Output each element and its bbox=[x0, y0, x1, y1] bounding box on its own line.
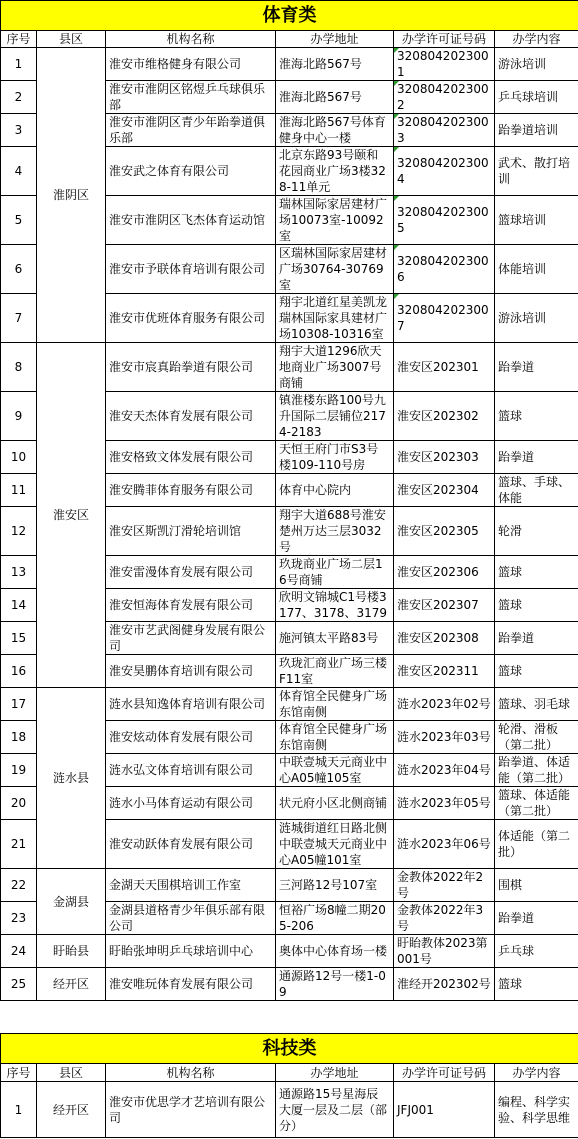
license-no-cell: 涟水2023年06号 bbox=[394, 820, 495, 869]
column-header-org-name: 机构名称 bbox=[106, 31, 276, 48]
license-no-cell: 淮安区202303 bbox=[394, 441, 495, 474]
license-no-cell: 3208042023004 bbox=[394, 147, 495, 196]
seq-cell: 17 bbox=[1, 688, 37, 721]
license-no-cell: JFJ001 bbox=[394, 1082, 495, 1138]
content-cell: 篮球 bbox=[495, 589, 578, 622]
content-cell: 篮球 bbox=[495, 968, 578, 1001]
seq-cell: 20 bbox=[1, 787, 37, 820]
seq-cell: 9 bbox=[1, 392, 37, 441]
org-name-cell: 淮安武之体育有限公司 bbox=[106, 147, 276, 196]
address-cell: 北京东路93号颐和花园商业广场3楼328-11单元 bbox=[276, 147, 394, 196]
content-cell: 围棋 bbox=[495, 869, 578, 902]
content-cell: 体适能（第二批） bbox=[495, 820, 578, 869]
seq-cell: 3 bbox=[1, 114, 37, 147]
seq-cell: 2 bbox=[1, 81, 37, 114]
column-header-district: 县区 bbox=[37, 1064, 106, 1082]
district-cell: 经开区 bbox=[37, 968, 106, 1001]
license-no-cell: 淮安区202306 bbox=[394, 556, 495, 589]
address-cell: 玖珑商业广场二层16号商铺 bbox=[276, 556, 394, 589]
seq-cell: 18 bbox=[1, 721, 37, 754]
table-row bbox=[1, 688, 578, 721]
address-cell: 翔宇大道688号淮安楚州万达三层3032号 bbox=[276, 507, 394, 556]
org-name-cell: 淮安格致文体发展有限公司 bbox=[106, 441, 276, 474]
content-cell: 武术、散打培训 bbox=[495, 147, 578, 196]
column-header-address: 办学地址 bbox=[276, 1064, 394, 1082]
seq-cell: 21 bbox=[1, 820, 37, 869]
header-row bbox=[1, 31, 578, 48]
license-no-cell: 涟水2023年05号 bbox=[394, 787, 495, 820]
license-no-cell: 淮安区202308 bbox=[394, 622, 495, 655]
org-name-cell: 淮安恒海体育发展有限公司 bbox=[106, 589, 276, 622]
license-no-cell: 金教体2022年2号 bbox=[394, 869, 495, 902]
section-title: 体育类 bbox=[1, 1, 578, 31]
address-cell: 淮海北路567号体育健身中心一楼 bbox=[276, 114, 394, 147]
content-cell: 轮滑、滑板（第二批） bbox=[495, 721, 578, 754]
address-cell: 三河路12号107室 bbox=[276, 869, 394, 902]
district-cell: 淮阴区 bbox=[37, 48, 106, 343]
seq-cell: 14 bbox=[1, 589, 37, 622]
license-no-cell: 淮安区202302 bbox=[394, 392, 495, 441]
license-no-cell: 3208042023001 bbox=[394, 48, 495, 81]
seq-cell: 1 bbox=[1, 48, 37, 81]
table-row bbox=[1, 968, 578, 1001]
column-header-content: 办学内容 bbox=[495, 31, 578, 48]
district-cell: 涟水县 bbox=[37, 688, 106, 869]
org-name-cell: 淮安市维格健身有限公司 bbox=[106, 48, 276, 81]
district-cell: 淮安区 bbox=[37, 343, 106, 688]
address-cell: 奥体中心体育场一楼 bbox=[276, 935, 394, 968]
content-cell: 篮球 bbox=[495, 392, 578, 441]
address-cell: 通源路12号一楼1-09 bbox=[276, 968, 394, 1001]
content-cell: 编程、科学实验、科学思维 bbox=[495, 1082, 578, 1138]
license-no-cell: 金教体2022年3号 bbox=[394, 902, 495, 935]
org-name-cell: 淮安炫动体育发展有限公司 bbox=[106, 721, 276, 754]
content-cell: 游泳培训 bbox=[495, 48, 578, 81]
column-header-seq: 序号 bbox=[1, 1064, 37, 1082]
content-cell: 跆拳道 bbox=[495, 902, 578, 935]
column-header-license-no: 办学许可证号码 bbox=[394, 31, 495, 48]
org-name-cell: 淮安市淮阴区飞杰体育运动馆 bbox=[106, 196, 276, 245]
address-cell: 天恒王府门市S3号楼109-110号房 bbox=[276, 441, 394, 474]
license-no-cell: 淮安区202305 bbox=[394, 507, 495, 556]
seq-cell: 6 bbox=[1, 245, 37, 294]
address-cell: 体育馆全民健身广场东馆南侧 bbox=[276, 688, 394, 721]
license-no-cell: 3208042023005 bbox=[394, 196, 495, 245]
content-cell: 篮球、羽毛球 bbox=[495, 688, 578, 721]
tech-table bbox=[0, 1033, 578, 1138]
org-name-cell: 盱眙张坤明乒乓球培训中心 bbox=[106, 935, 276, 968]
address-cell: 中联壹城天元商业中心A05幢105室 bbox=[276, 754, 394, 787]
license-no-cell: 淮经开202302号 bbox=[394, 968, 495, 1001]
license-no-cell: 涟水2023年04号 bbox=[394, 754, 495, 787]
license-no-cell: 淮安区202304 bbox=[394, 474, 495, 507]
content-cell: 跆拳道培训 bbox=[495, 114, 578, 147]
column-header-content: 办学内容 bbox=[495, 1064, 578, 1082]
address-cell: 翔宇大道1296欣天地商业广场3007号商铺 bbox=[276, 343, 394, 392]
org-name-cell: 淮安市艺武阁健身发展有限公司 bbox=[106, 622, 276, 655]
content-cell: 篮球、手球、体能 bbox=[495, 474, 578, 507]
content-cell: 跆拳道 bbox=[495, 343, 578, 392]
org-name-cell: 涟水小马体育运动有限公司 bbox=[106, 787, 276, 820]
address-cell: 通源路15号星海辰大厦一层及二层（部分） bbox=[276, 1082, 394, 1138]
district-cell: 经开区 bbox=[37, 1082, 106, 1138]
license-no-cell: 淮安区202301 bbox=[394, 343, 495, 392]
seq-cell: 13 bbox=[1, 556, 37, 589]
header-row bbox=[1, 1064, 578, 1082]
org-name-cell: 淮安动跃体育发展有限公司 bbox=[106, 820, 276, 869]
address-cell: 欣明文锦城C1号楼3177、3178、3179 bbox=[276, 589, 394, 622]
seq-cell: 8 bbox=[1, 343, 37, 392]
address-cell: 涟城街道红日路北侧中联壹城天元商业中心A05幢101室 bbox=[276, 820, 394, 869]
address-cell: 体育中心院内 bbox=[276, 474, 394, 507]
seq-cell: 22 bbox=[1, 869, 37, 902]
address-cell: 玖珑汇商业广场三楼F11室 bbox=[276, 655, 394, 688]
license-no-cell: 盱眙教体2023第001号 bbox=[394, 935, 495, 968]
seq-cell: 25 bbox=[1, 968, 37, 1001]
org-name-cell: 淮安市淮阴区铭煜乒乓球俱乐部 bbox=[106, 81, 276, 114]
license-no-cell: 淮安区202311 bbox=[394, 655, 495, 688]
content-cell: 篮球培训 bbox=[495, 196, 578, 245]
content-cell: 跆拳道 bbox=[495, 441, 578, 474]
address-cell: 淮海北路567号 bbox=[276, 81, 394, 114]
content-cell: 跆拳道、体适能（第二批） bbox=[495, 754, 578, 787]
seq-cell: 15 bbox=[1, 622, 37, 655]
org-name-cell: 淮安区斯凯汀滑轮培训馆 bbox=[106, 507, 276, 556]
seq-cell: 24 bbox=[1, 935, 37, 968]
content-cell: 篮球 bbox=[495, 556, 578, 589]
content-cell: 跆拳道 bbox=[495, 622, 578, 655]
org-name-cell: 金湖天天围棋培训工作室 bbox=[106, 869, 276, 902]
license-no-cell: 涟水2023年03号 bbox=[394, 721, 495, 754]
table-row bbox=[1, 869, 578, 902]
org-name-cell: 涟水弘文体育培训有限公司 bbox=[106, 754, 276, 787]
seq-cell: 1 bbox=[1, 1082, 37, 1138]
column-header-address: 办学地址 bbox=[276, 31, 394, 48]
content-cell: 轮滑 bbox=[495, 507, 578, 556]
license-no-cell: 3208042023007 bbox=[394, 294, 495, 343]
license-no-cell: 3208042023003 bbox=[394, 114, 495, 147]
content-cell: 体能培训 bbox=[495, 245, 578, 294]
seq-cell: 16 bbox=[1, 655, 37, 688]
address-cell: 状元府小区北侧商铺 bbox=[276, 787, 394, 820]
column-header-org-name: 机构名称 bbox=[106, 1064, 276, 1082]
org-name-cell: 淮安市优思学才艺培训有限公司 bbox=[106, 1082, 276, 1138]
address-cell: 施河镇太平路83号 bbox=[276, 622, 394, 655]
content-cell: 篮球 bbox=[495, 655, 578, 688]
table-row bbox=[1, 1082, 578, 1138]
license-no-cell: 3208042023002 bbox=[394, 81, 495, 114]
address-cell: 恒裕广场8幢二期205-206 bbox=[276, 902, 394, 935]
content-cell: 乒乓球培训 bbox=[495, 81, 578, 114]
org-name-cell: 淮安天杰体育发展有限公司 bbox=[106, 392, 276, 441]
org-name-cell: 淮安昊鹏体育培训有限公司 bbox=[106, 655, 276, 688]
section-gap bbox=[0, 1017, 578, 1033]
column-header-district: 县区 bbox=[37, 31, 106, 48]
org-name-cell: 金湖县道格青少年俱乐部有限公司 bbox=[106, 902, 276, 935]
seq-cell: 7 bbox=[1, 294, 37, 343]
address-cell: 瑞林国际家居建材广场10073室-10092室 bbox=[276, 196, 394, 245]
address-cell: 淮海北路567号 bbox=[276, 48, 394, 81]
org-name-cell: 淮安腾菲体育服务有限公司 bbox=[106, 474, 276, 507]
section-title: 科技类 bbox=[1, 1034, 578, 1064]
seq-cell: 19 bbox=[1, 754, 37, 787]
org-name-cell: 淮安唯玩体育发展有限公司 bbox=[106, 968, 276, 1001]
license-no-cell: 3208042023006 bbox=[394, 245, 495, 294]
seq-cell: 5 bbox=[1, 196, 37, 245]
address-cell: 翔宇北道红星美凯龙瑞林国际家具建材广场10308-10316室 bbox=[276, 294, 394, 343]
org-name-cell: 淮安市淮阴区青少年跆拳道俱乐部 bbox=[106, 114, 276, 147]
org-name-cell: 淮安市优班体育服务有限公司 bbox=[106, 294, 276, 343]
content-cell: 篮球、体适能（第二批） bbox=[495, 787, 578, 820]
address-cell: 体育馆全民健身广场东馆南侧 bbox=[276, 721, 394, 754]
org-name-cell: 淮安雷漫体育发展有限公司 bbox=[106, 556, 276, 589]
license-no-cell: 淮安区202307 bbox=[394, 589, 495, 622]
address-cell: 镇淮楼东路100号九升国际二层铺位2174-2183 bbox=[276, 392, 394, 441]
table-row bbox=[1, 48, 578, 81]
table-row bbox=[1, 935, 578, 968]
column-header-license-no: 办学许可证号码 bbox=[394, 1064, 495, 1082]
content-cell: 乒乓球 bbox=[495, 935, 578, 968]
content-cell: 游泳培训 bbox=[495, 294, 578, 343]
table-row bbox=[1, 343, 578, 392]
address-cell: 区瑞林国际家居建材广场30764-30769室 bbox=[276, 245, 394, 294]
seq-cell: 10 bbox=[1, 441, 37, 474]
district-cell: 金湖县 bbox=[37, 869, 106, 935]
seq-cell: 23 bbox=[1, 902, 37, 935]
license-no-cell: 涟水2023年02号 bbox=[394, 688, 495, 721]
org-name-cell: 淮安市宸真跆拳道有限公司 bbox=[106, 343, 276, 392]
seq-cell: 4 bbox=[1, 147, 37, 196]
column-header-seq: 序号 bbox=[1, 31, 37, 48]
seq-cell: 11 bbox=[1, 474, 37, 507]
seq-cell: 12 bbox=[1, 507, 37, 556]
org-name-cell: 涟水县知逸体育培训有限公司 bbox=[106, 688, 276, 721]
district-cell: 盱眙县 bbox=[37, 935, 106, 968]
org-name-cell: 淮安市予联体育培训有限公司 bbox=[106, 245, 276, 294]
